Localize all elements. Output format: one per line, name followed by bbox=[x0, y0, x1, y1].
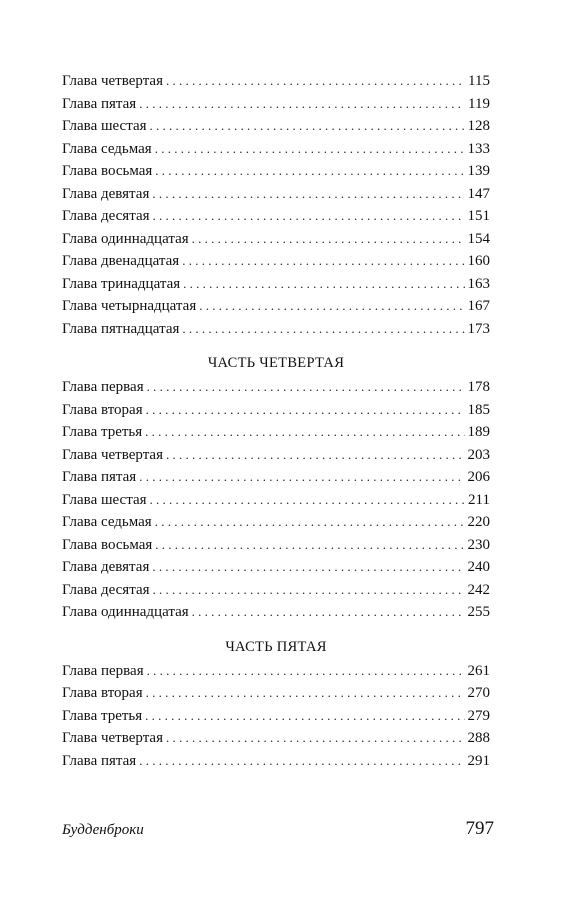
toc-entry bbox=[62, 601, 490, 624]
toc-entry bbox=[62, 579, 490, 602]
toc-entry-label: Глава одиннадцатая bbox=[62, 604, 189, 620]
toc-entry-label: Глава пятая bbox=[62, 752, 137, 769]
dot-leader bbox=[147, 660, 465, 683]
toc-entry bbox=[62, 660, 490, 683]
toc-entry bbox=[62, 250, 490, 273]
toc-entry-label: Глава девятая bbox=[62, 559, 150, 575]
toc-section-part-three bbox=[62, 70, 490, 340]
dot-leader bbox=[155, 511, 465, 534]
toc-entry bbox=[62, 444, 490, 467]
toc-entry-page: 178 bbox=[467, 379, 490, 395]
toc-entry bbox=[62, 466, 490, 489]
toc-entry-page: 291 bbox=[467, 752, 490, 769]
toc-entry-page: 255 bbox=[467, 604, 490, 620]
dot-leader bbox=[145, 705, 464, 728]
dot-leader bbox=[152, 556, 464, 579]
toc-entry-label: Глава четвертая bbox=[62, 446, 163, 463]
toc-entry bbox=[62, 183, 490, 206]
page-footer bbox=[62, 818, 494, 840]
toc-entry-page: 139 bbox=[467, 163, 490, 179]
toc-entry bbox=[62, 70, 490, 93]
toc-entry-page: 163 bbox=[467, 275, 490, 292]
toc-section-part-five bbox=[62, 634, 490, 773]
dot-leader bbox=[152, 183, 464, 206]
toc-entry-page: 147 bbox=[467, 185, 490, 202]
dot-leader bbox=[166, 444, 465, 467]
toc-entry-page: 154 bbox=[467, 230, 490, 247]
toc-entry-label: Глава четвертая bbox=[62, 730, 163, 746]
toc-entry-label: Глава седьмая bbox=[62, 140, 152, 157]
toc-section-part-four bbox=[62, 350, 490, 624]
running-title: Будденброки bbox=[62, 822, 144, 838]
toc-entry-label: Глава пятая bbox=[62, 469, 137, 485]
toc-entry bbox=[62, 295, 490, 318]
toc-entry-page: 185 bbox=[467, 401, 490, 418]
dot-leader bbox=[150, 115, 465, 138]
toc-entry-page: 240 bbox=[467, 559, 490, 575]
toc-entry bbox=[62, 138, 490, 161]
dot-leader bbox=[155, 160, 464, 183]
toc-entry bbox=[62, 318, 490, 341]
toc-entry-label: Глава пятая bbox=[62, 95, 137, 112]
dot-leader bbox=[139, 750, 464, 773]
toc-entry-page: 220 bbox=[467, 514, 490, 530]
toc-entry-label: Глава десятая bbox=[62, 581, 150, 598]
toc-entry-label: Глава одиннадцатая bbox=[62, 230, 189, 247]
dot-leader bbox=[153, 579, 465, 602]
dot-leader bbox=[153, 205, 465, 228]
toc-entry-page: 203 bbox=[467, 446, 490, 463]
dot-leader bbox=[147, 376, 465, 399]
toc-entry bbox=[62, 727, 490, 750]
toc-entry-label: Глава пятнадцатая bbox=[62, 320, 180, 337]
toc-entry-label: Глава десятая bbox=[62, 208, 150, 224]
toc-entry-page: 279 bbox=[467, 707, 490, 724]
toc-entry-page: 128 bbox=[467, 118, 490, 134]
toc-entry-label: Глава третья bbox=[62, 424, 143, 440]
toc-entry-page: 211 bbox=[468, 491, 490, 508]
toc-entry bbox=[62, 376, 490, 399]
toc-entry-page: 189 bbox=[467, 424, 490, 440]
toc-entry bbox=[62, 534, 490, 557]
dot-leader bbox=[192, 228, 465, 251]
dot-leader bbox=[166, 727, 465, 750]
toc-entry bbox=[62, 489, 490, 512]
toc-entry-page: 270 bbox=[467, 685, 490, 701]
toc-entry bbox=[62, 273, 490, 296]
dot-leader bbox=[155, 534, 464, 557]
toc-entry-page: 206 bbox=[467, 469, 490, 485]
toc-entry bbox=[62, 205, 490, 228]
toc-entry-label: Глава седьмая bbox=[62, 514, 152, 530]
dot-leader bbox=[146, 399, 465, 422]
toc-entry-label: Глава вторая bbox=[62, 685, 143, 701]
dot-leader bbox=[199, 295, 464, 318]
dot-leader bbox=[166, 70, 465, 93]
toc-entry bbox=[62, 228, 490, 251]
toc-entry bbox=[62, 421, 490, 444]
toc-entry-page: 288 bbox=[467, 730, 490, 746]
toc-entry-page: 119 bbox=[468, 95, 490, 112]
toc-entry bbox=[62, 93, 490, 116]
toc-entry bbox=[62, 399, 490, 422]
toc-entry-label: Глава восьмая bbox=[62, 163, 153, 179]
toc-entry-label: Глава четвертая bbox=[62, 73, 163, 89]
dot-leader bbox=[182, 318, 464, 341]
dot-leader bbox=[192, 601, 465, 624]
toc-entry bbox=[62, 160, 490, 183]
toc-entry bbox=[62, 705, 490, 728]
toc-entry-page: 173 bbox=[467, 320, 490, 337]
toc-entry-label: Глава шестая bbox=[62, 118, 147, 134]
dot-leader bbox=[150, 489, 466, 512]
toc-entry-label: Глава первая bbox=[62, 379, 144, 395]
toc-entry-page: 242 bbox=[467, 581, 490, 598]
dot-leader bbox=[145, 421, 464, 444]
dot-leader bbox=[183, 273, 464, 296]
toc-entry-page: 115 bbox=[468, 73, 490, 89]
toc-entry bbox=[62, 682, 490, 705]
toc-entry-label: Глава первая bbox=[62, 662, 144, 679]
toc-entry-page: 230 bbox=[467, 536, 490, 553]
section-heading: ЧАСТЬ ПЯТАЯ bbox=[225, 638, 327, 655]
dot-leader bbox=[155, 138, 465, 161]
dot-leader bbox=[182, 250, 464, 273]
toc-entry bbox=[62, 750, 490, 773]
toc-entry-page: 160 bbox=[467, 253, 490, 269]
toc-entry-label: Глава третья bbox=[62, 707, 143, 724]
toc-entry-label: Глава вторая bbox=[62, 401, 143, 418]
table-of-contents bbox=[62, 70, 490, 772]
dot-leader bbox=[139, 93, 465, 116]
dot-leader bbox=[139, 466, 464, 489]
dot-leader bbox=[146, 682, 465, 705]
section-heading: ЧАСТЬ ЧЕТВЕРТАЯ bbox=[207, 355, 345, 371]
toc-entry-label: Глава тринадцатая bbox=[62, 275, 181, 292]
toc-entry-page: 151 bbox=[467, 208, 490, 224]
toc-entry bbox=[62, 115, 490, 138]
toc-entry-label: Глава четырнадцатая bbox=[62, 298, 197, 314]
toc-entry-label: Глава девятая bbox=[62, 185, 150, 202]
toc-entry-label: Глава шестая bbox=[62, 491, 147, 508]
page-number: 797 bbox=[465, 818, 494, 839]
toc-entry-page: 133 bbox=[467, 140, 490, 157]
toc-entry-label: Глава восьмая bbox=[62, 536, 153, 553]
toc-entry-page: 261 bbox=[467, 662, 490, 679]
toc-entry-label: Глава двенадцатая bbox=[62, 253, 180, 269]
toc-entry bbox=[62, 511, 490, 534]
toc-entry bbox=[62, 556, 490, 579]
toc-entry-page: 167 bbox=[467, 298, 490, 314]
